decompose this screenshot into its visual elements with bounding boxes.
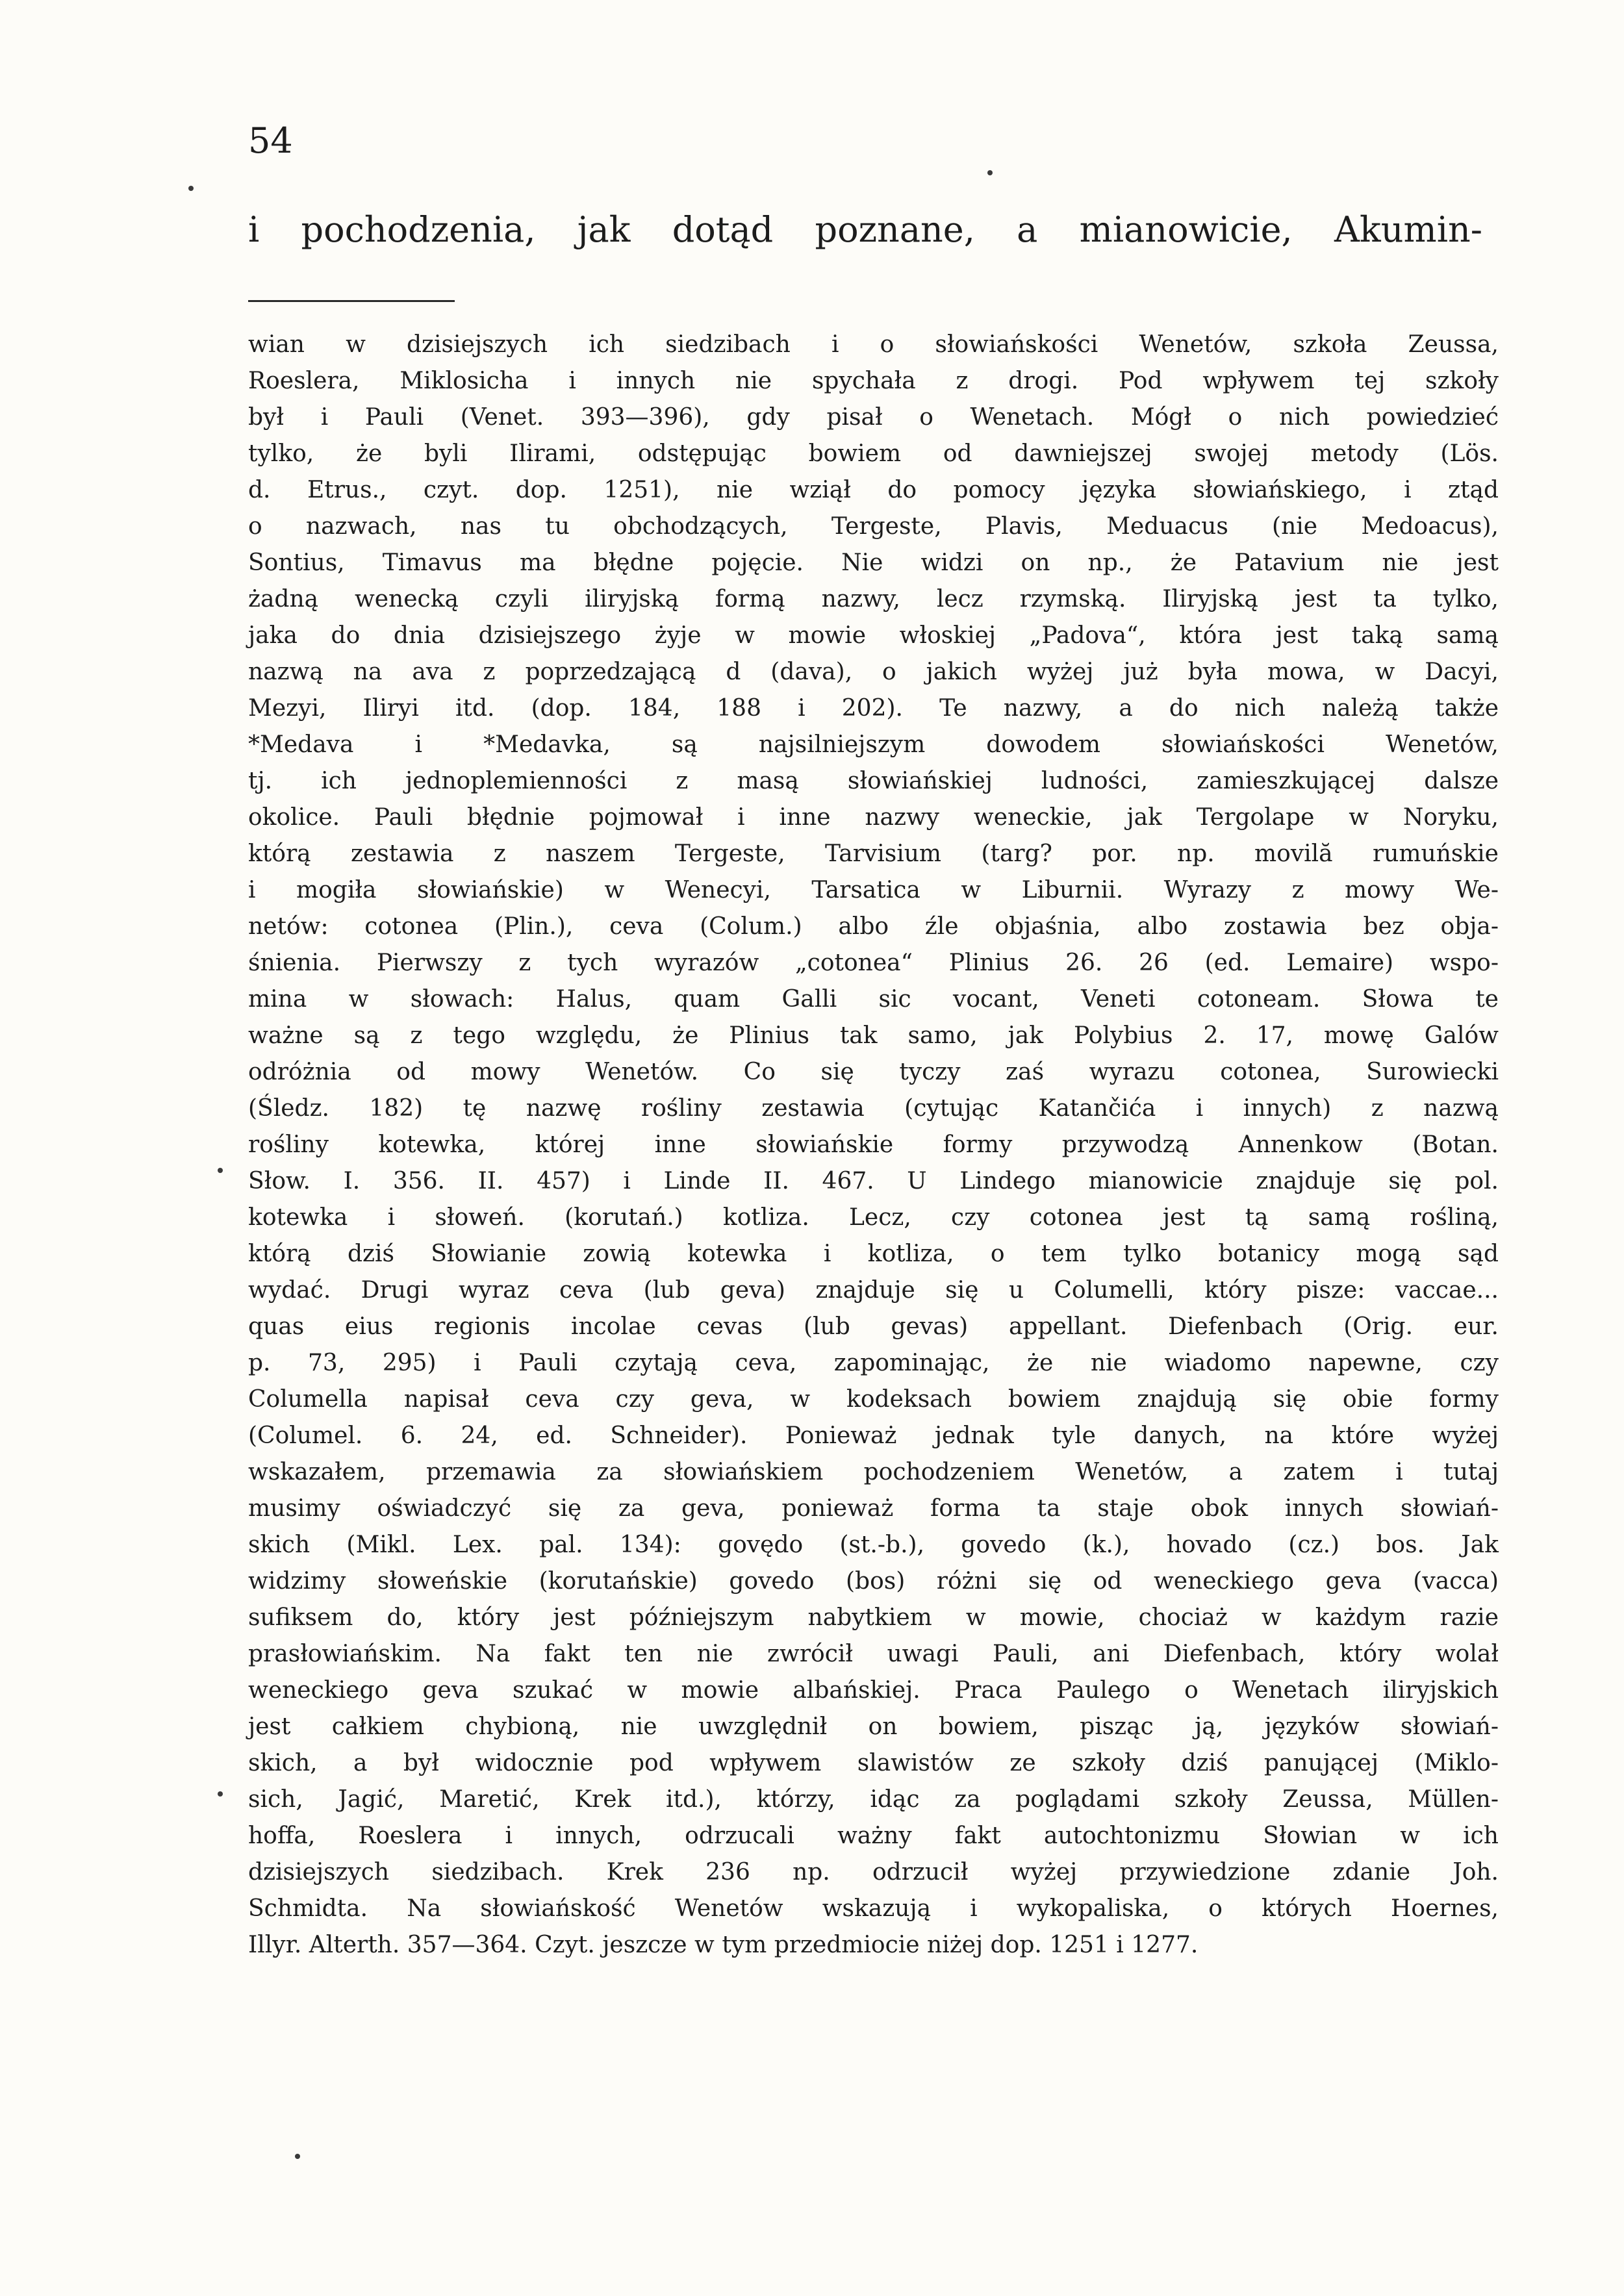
footnote-line: skich, a był widocznie pod wpływem slawistów ze szkoły dziś panującej (Miklo-: [248, 1750, 1499, 1776]
footnote-line: netów: cotonea (Plin.), ceva (Colum.) albo źle objaśnia, albo zostawia bez obja-: [248, 913, 1499, 940]
footnote-line: był i Pauli (Venet. 393—396), gdy pisał o Wenetach. Mógł o nich powiedzieć: [248, 404, 1499, 431]
print-speck: [987, 170, 993, 175]
footnote-line: p. 73, 295) i Pauli czytają ceva, zapominając, że nie wiadomo napewne, czy: [248, 1350, 1499, 1376]
footnote-line: jaka do dnia dzisiejszego żyje w mowie włoskiej „Padova“, która jest taką samą: [248, 622, 1499, 649]
footnote-line: prasłowiańskim. Na fakt ten nie zwrócił uwagi Pauli, ani Diefenbach, który wolał: [248, 1641, 1499, 1667]
footnote-line: widzimy słoweńskie (korutańskie) govedo (bos) różni się od weneckiego geva (vacca): [248, 1568, 1499, 1595]
footnote-line: Sontius, Timavus ma błędne pojęcie. Nie widzi on np., że Patavium nie jest: [248, 549, 1499, 576]
footnote-line: sufiksem do, który jest późniejszym nabytkiem w mowie, chociaż w każdym razie: [248, 1604, 1499, 1631]
footnote-line: Columella napisał ceva czy geva, w kodeksach bowiem znajdują się obie formy: [248, 1386, 1499, 1413]
footnote-line: żadną wenecką czyli iliryjską formą nazwy, lecz rzymską. Iliryjską jest ta tylko,: [248, 586, 1499, 612]
footnote-line: skich (Mikl. Lex. pal. 134): govędo (st.-b.), govedo (k.), hovado (cz.) bos. Jak: [248, 1532, 1499, 1558]
footnote-line: śnienia. Pierwszy z tych wyrazów „cotonea“ Plinius 26. 26 (ed. Lemaire) wspo-: [248, 950, 1499, 976]
footnote-line: ważne są z tego względu, że Plinius tak samo, jak Polybius 2. 17, mowę Galów: [248, 1022, 1499, 1049]
footnote-line: hoffa, Roeslera i innych, odrzucali ważny fakt autochtonizmu Słowian w ich: [248, 1823, 1499, 1849]
footnote-line: dzisiejszych siedzibach. Krek 236 np. odrzucił wyżej przywiedzione zdanie Joh.: [248, 1859, 1499, 1886]
footnote-line: tylko, że byli Ilirami, odstępując bowiem od dawniejszej swojej metody (Lös.: [248, 440, 1499, 467]
footnote-line: wskazałem, przemawia za słowiańskiem pochodzeniem Wenetów, a zatem i tutaj: [248, 1459, 1499, 1485]
footnote-line: odróżnia od mowy Wenetów. Co się tyczy zaś wyrazu cotonea, Surowiecki: [248, 1059, 1499, 1085]
page-number: 54: [248, 120, 293, 161]
print-speck: [188, 186, 194, 191]
footnote-line: weneckiego geva szukać w mowie albańskiej. Praca Paulego o Wenetach iliryjskich: [248, 1677, 1499, 1704]
footnote-line: (Columel. 6. 24, ed. Schneider). Ponieważ jednak tyle danych, na które wyżej: [248, 1422, 1499, 1449]
footnote-line: i mogiła słowiańskie) w Wenecyi, Tarsatica w Liburnii. Wyrazy z mowy We-: [248, 877, 1499, 903]
footnote-line: Mezyi, Iliryi itd. (dop. 184, 188 i 202). Te nazwy, a do nich należą także: [248, 695, 1499, 722]
footnote-line: tj. ich jednoplemienności z masą słowiańskiej ludności, zamieszkującej dalsze: [248, 768, 1499, 794]
footnote-line: musimy oświadczyć się za geva, ponieważ forma ta staje obok innych słowiań-: [248, 1495, 1499, 1522]
footnote-line: Schmidta. Na słowiańskość Wenetów wskazują i wykopaliska, o których Hoernes,: [248, 1895, 1499, 1922]
footnote-line: Illyr. Alterth. 357—364. Czyt. jeszcze w tym przedmiocie niżej dop. 1251 i 1277.: [248, 1932, 1199, 1958]
footnote-line: *Medava i *Medavka, są najsilniejszym dowodem słowiańskości Wenetów,: [248, 731, 1499, 758]
footnote-line: quas eius regionis incolae cevas (lub gevas) appellant. Diefenbach (Orig. eur.: [248, 1313, 1499, 1340]
footnote-line: Roeslera, Miklosicha i innych nie spychała z drogi. Pod wpływem tej szkoły: [248, 368, 1499, 394]
footnote-line: mina w słowach: Halus, quam Galli sic vocant, Veneti cotoneam. Słowa te: [248, 986, 1499, 1013]
footnote-line: Słow. I. 356. II. 457) i Linde II. 467. U Lindego mianowicie znajduje się pol.: [248, 1168, 1499, 1194]
print-speck: [218, 1168, 223, 1173]
footnote-line: sich, Jagić, Maretić, Krek itd.), którzy, idąc za poglądami szkoły Zeussa, Müllen-: [248, 1786, 1499, 1813]
footnote-line: (Śledz. 182) tę nazwę rośliny zestawia (cytując Katančića i innych) z nazwą: [248, 1095, 1499, 1122]
footnote-line: wydać. Drugi wyraz ceva (lub geva) znajduje się u Columelli, który pisze: vaccae...: [248, 1277, 1499, 1304]
body-text-line: i pochodzenia, jak dotąd poznane, a mianowicie, Akumin-: [248, 209, 1482, 250]
print-speck: [218, 1791, 223, 1797]
footnote-line: jest całkiem chybioną, nie uwzględnił on bowiem, pisząc ją, języków słowiań-: [248, 1713, 1499, 1740]
print-speck: [295, 2154, 300, 2159]
footnote-line: wian w dzisiejszych ich siedzibach i o słowiańskości Wenetów, szkoła Zeussa,: [248, 331, 1499, 358]
footnote-line: okolice. Pauli błędnie pojmował i inne nazwy weneckie, jak Tergolape w Noryku,: [248, 804, 1499, 831]
footnote-line: kotewka i słoweń. (korutań.) kotliza. Lecz, czy cotonea jest tą samą rośliną,: [248, 1204, 1499, 1231]
footnote-line: o nazwach, nas tu obchodzących, Tergeste, Plavis, Meduacus (nie Medoacus),: [248, 513, 1499, 540]
footnote-line: d. Etrus., czyt. dop. 1251), nie wziął do pomocy języka słowiańskiego, i ztąd: [248, 477, 1499, 503]
footnote-line: rośliny kotewka, której inne słowiańskie formy przywodzą Annenkow (Botan.: [248, 1131, 1499, 1158]
footnote-separator-rule: [248, 300, 455, 302]
footnote-line: którą zestawia z naszem Tergeste, Tarvisium (targ? por. np. movilă rumuńskie: [248, 840, 1499, 867]
footnote-line: którą dziś Słowianie zowią kotewka i kotliza, o tem tylko botanicy mogą sąd: [248, 1241, 1499, 1267]
footnote-line: nazwą na ava z poprzedzającą d (dava), o jakich wyżej już była mowa, w Dacyi,: [248, 659, 1499, 685]
footnote-block: [248, 327, 1499, 1963]
